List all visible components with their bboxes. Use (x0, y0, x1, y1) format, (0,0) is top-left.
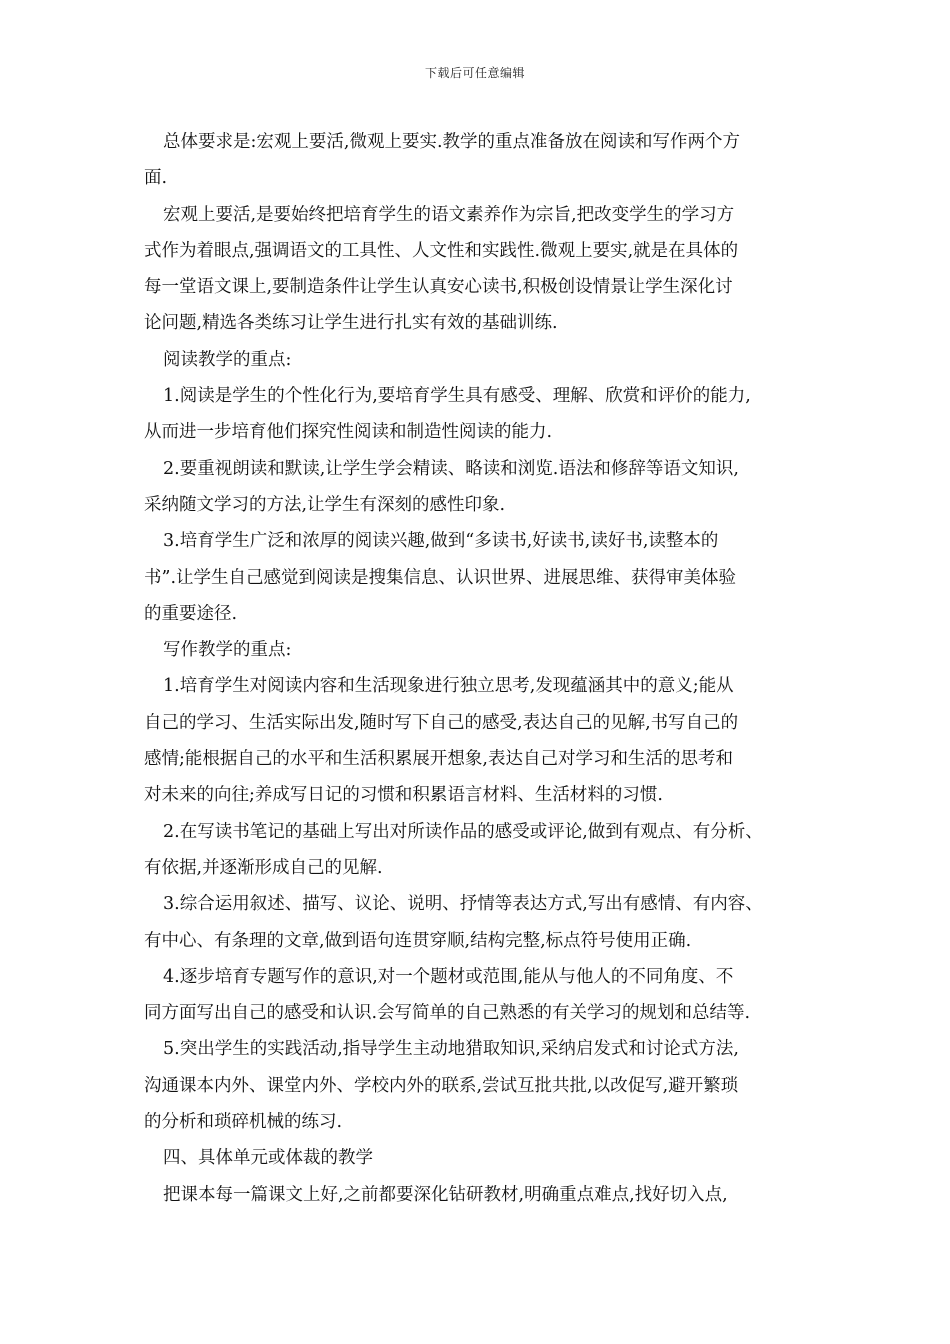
text-line: 同方面写出自己的感受和认识.会写简单的自己熟悉的有关学习的规划和总结等. (144, 1003, 751, 1024)
text-line: 有中心、有条理的文章,做到语句连贯穿顺,结构完整,标点符号使用正确. (144, 930, 692, 951)
text-line: 四、具体单元或体裁的教学 (163, 1148, 373, 1169)
text-line: 面. (144, 168, 168, 189)
text-line: 对未来的向往;养成写日记的习惯和积累语言材料、生活材料的习惯. (144, 785, 663, 806)
text-line: 式作为着眼点,强调语文的工具性、人文性和实践性.微观上要实,就是在具体的 (144, 240, 739, 261)
text-line: 阅读教学的重点: (163, 349, 292, 370)
text-line: 有依据,并逐渐形成自己的见解. (144, 857, 383, 878)
text-line: 1.阅读是学生的个性化行为,要培育学生具有感受、理解、欣赏和评价的能力, (163, 386, 751, 407)
text-line: 论问题,精选各类练习让学生进行扎实有效的基础训练. (144, 313, 558, 334)
text-line: 2.要重视朗读和默读,让学生学会精读、略读和浏览.语法和修辞等语文知识, (163, 458, 739, 479)
text-line: 写作教学的重点: (163, 640, 292, 661)
text-line: 2.在写读书笔记的基础上写出对所读作品的感受或评论,做到有观点、有分析、 (163, 821, 763, 842)
page-header: 下载后可任意编辑 (424, 66, 525, 80)
text-line: 书”.让学生自己感觉到阅读是搜集信息、认识世界、进展思维、获得审美体验 (144, 567, 737, 588)
text-line: 沟通课本内外、课堂内外、学校内外的联系,尝试互批共批,以改促写,避开繁琐 (144, 1075, 739, 1096)
text-line: 1.培育学生对阅读内容和生活现象进行独立思考,发现蕴涵其中的意义;能从 (163, 676, 734, 697)
text-line: 3.培育学生广泛和浓厚的阅读兴趣,做到“多读书,好读书,读好书,读整本的 (163, 531, 719, 552)
text-line: 采纳随文学习的方法,让学生有深刻的感性印象. (144, 494, 506, 515)
text-line: 5.突出学生的实践活动,指导学生主动地猎取知识,采纳启发式和讨论式方法, (163, 1039, 739, 1060)
document-body (144, 124, 824, 1213)
text-line: 3.综合运用叙述、描写、议论、说明、抒情等表达方式,写出有感情、有内容、 (163, 894, 763, 915)
text-line: 的分析和琐碎机械的练习. (144, 1112, 343, 1133)
text-line: 宏观上要活,是要始终把培育学生的语文素养作为宗旨,把改变学生的学习方 (163, 204, 735, 225)
text-line: 的重要途径. (144, 603, 238, 624)
text-line: 每一堂语文课上,要制造条件让学生认真安心读书,积极创设情景让学生深化讨 (144, 277, 733, 298)
text-line: 把课本每一篇课文上好,之前都要深化钻研教材,明确重点难点,找好切入点, (163, 1184, 728, 1205)
text-line: 感情;能根据自己的水平和生活积累展开想象,表达自己对学习和生活的思考和 (144, 749, 733, 770)
text-line: 总体要求是:宏观上要活,微观上要实.教学的重点准备放在阅读和写作两个方 (163, 132, 741, 152)
text-line: 自己的学习、生活实际出发,随时写下自己的感受,表达自己的见解,书写自己的 (144, 712, 739, 733)
text-line: 4.逐步培育专题写作的意识,对一个题材或范围,能从与他人的不同角度、不 (163, 966, 734, 987)
text-line: 从而进一步培育他们探究性阅读和制造性阅读的能力. (144, 422, 553, 443)
